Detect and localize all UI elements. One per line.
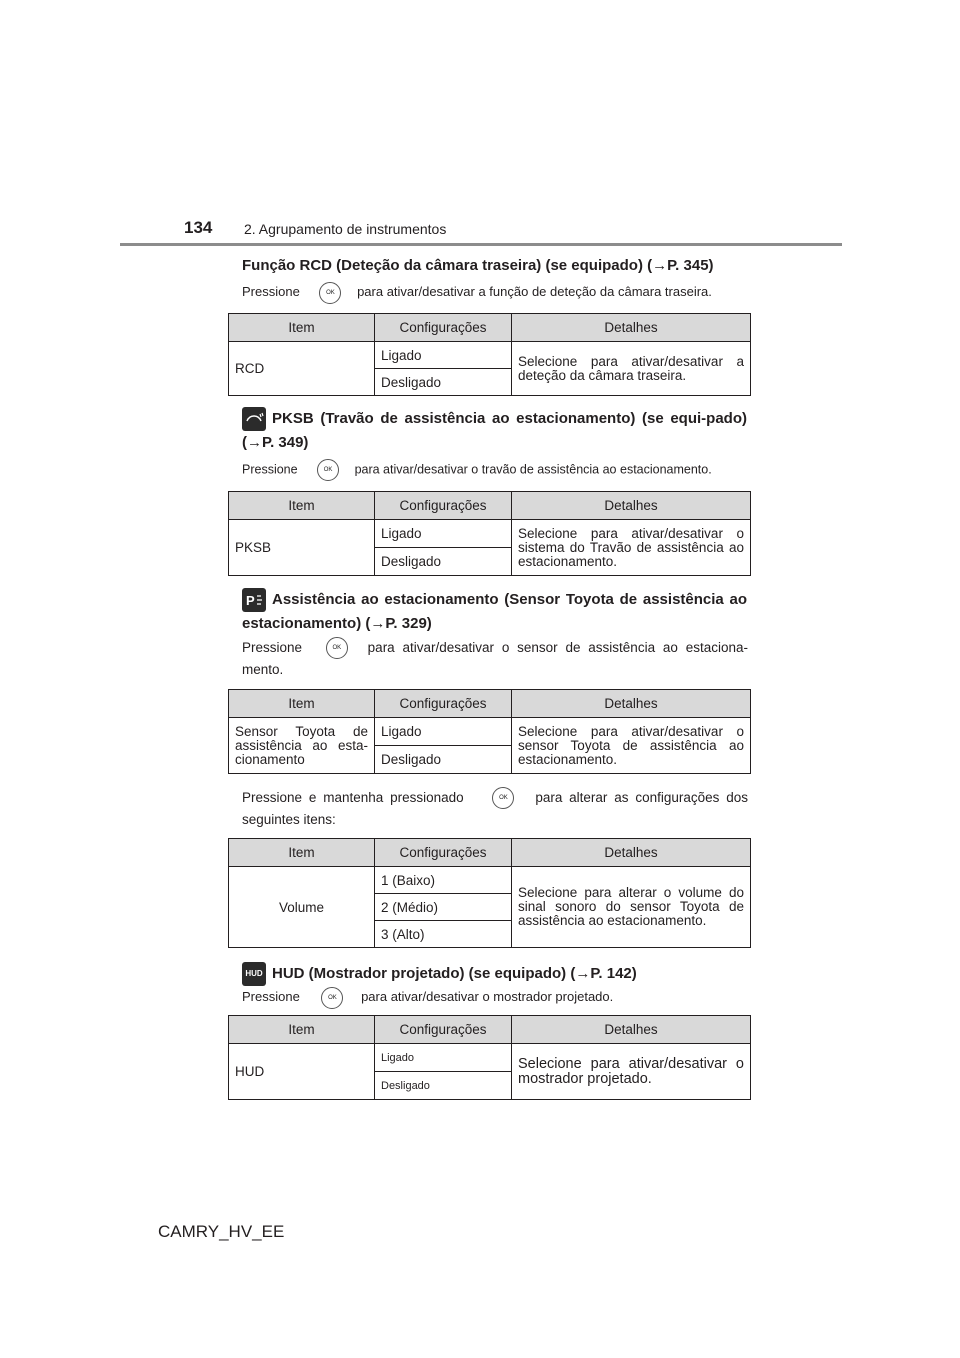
instruction-text: para alterar as configurações dos seguintes itens: — [242, 790, 748, 828]
table-header-details: Detalhes — [512, 314, 751, 342]
table-cell-setting: Desligado — [375, 746, 512, 774]
table-cell-item: Volume — [229, 867, 375, 948]
table-cell-details: Selecione para ativar/desativar o mostrador projetado. — [512, 1044, 751, 1100]
section-title-text: HUD (Mostrador projetado) (se equipado) (→P. 142) — [272, 964, 637, 982]
instruction-text: Pressione — [242, 989, 300, 1004]
section-title-text: Assistência ao estacionamento (Sensor Toyota de assistência ao estacionamento) (→P. 329) — [242, 591, 747, 633]
rcd-settings-table — [228, 313, 751, 396]
instruction-text: Pressione — [242, 462, 298, 477]
instruction-text: para ativar/desativar o travão de assistência ao estacionamento. — [354, 462, 712, 477]
table-header-settings: Configurações — [375, 314, 512, 342]
section-title-text: PKSB (Travão de assistência ao estacionamento) (se equi-pado) (→P. 349) — [242, 410, 747, 452]
section-pksb-instruction — [242, 459, 748, 481]
table-cell-setting: Desligado — [375, 548, 512, 576]
section-hud-instruction — [242, 986, 748, 1009]
table-cell-setting: 1 (Baixo) — [375, 867, 512, 894]
table-header-settings: Configurações — [375, 1016, 512, 1044]
table-cell-setting: Desligado — [375, 369, 512, 396]
table-header-item: Item — [229, 492, 375, 520]
section-hud-title — [242, 962, 637, 986]
ok-button-icon: OK — [492, 787, 514, 809]
header-divider — [120, 243, 842, 246]
table-header-item: Item — [229, 314, 375, 342]
instruction-text: Pressione — [242, 640, 303, 655]
parking-assist-sensor-icon — [242, 588, 266, 612]
table-header-details: Detalhes — [512, 492, 751, 520]
table-cell-item: RCD — [229, 342, 375, 396]
table-cell-details: Selecione para ativar/desativar a deteção da câmara traseira. — [512, 342, 751, 396]
parking-assist-settings-table — [228, 689, 751, 774]
table-header-details: Detalhes — [512, 839, 751, 867]
hud-icon: HUD — [242, 962, 266, 986]
pksb-settings-table — [228, 491, 751, 576]
table-cell-details: Selecione para ativar/desativar o sensor Toyota de assistência ao estacionamento. — [512, 718, 751, 774]
section-rcd-instruction — [242, 281, 748, 304]
section-pksb-title — [242, 407, 747, 455]
table-header-details: Detalhes — [512, 690, 751, 718]
table-cell-item: Sensor Toyota de assistência ao esta-cionamento — [229, 718, 375, 774]
section-rcd-title: Função RCD (Deteção da câmara traseira) (se equipado) (→P. 345) — [242, 257, 714, 274]
instruction-text: Pressione e mantenha pressionado — [242, 790, 464, 805]
table-cell-details: Selecione para alterar o volume do sinal sonoro do sensor Toyota de assistência ao estacionamento. — [512, 867, 751, 948]
table-cell-setting: Ligado — [375, 520, 512, 548]
instruction-text: para ativar/desativar a função de deteção da câmara traseira. — [357, 284, 712, 299]
page-number: 134 — [184, 218, 213, 237]
ok-button-icon: OK — [317, 459, 339, 481]
table-header-details: Detalhes — [512, 1016, 751, 1044]
table-header-item: Item — [229, 690, 375, 718]
instruction-text: para ativar/desativar o mostrador projetado. — [361, 989, 614, 1004]
instruction-text: para ativar/desativar o sensor de assistência ao estaciona-mento. — [242, 640, 748, 678]
table-header-item: Item — [229, 839, 375, 867]
table-header-settings: Configurações — [375, 492, 512, 520]
table-cell-setting: Ligado — [375, 342, 512, 369]
table-cell-setting: 3 (Alto) — [375, 921, 512, 948]
svg-text:P: P — [246, 593, 255, 609]
table-cell-item: PKSB — [229, 520, 375, 576]
table-header-settings: Configurações — [375, 839, 512, 867]
instruction-text: Pressione — [242, 284, 300, 299]
ok-button-icon: OK — [326, 637, 348, 659]
hud-settings-table — [228, 1015, 751, 1100]
section-parking-assist-instruction — [242, 637, 748, 680]
table-cell-setting: Ligado — [375, 718, 512, 746]
table-cell-setting: Ligado — [375, 1044, 512, 1072]
hold-instruction — [242, 787, 748, 830]
chapter-title: 2. Agrupamento de instrumentos — [244, 221, 447, 237]
volume-settings-table — [228, 838, 751, 948]
parking-support-brake-icon — [242, 407, 266, 431]
table-cell-item: HUD — [229, 1044, 375, 1100]
ok-button-icon: OK — [319, 282, 341, 304]
ok-button-icon: OK — [321, 987, 343, 1009]
section-parking-assist-title — [242, 588, 747, 636]
table-cell-setting: Desligado — [375, 1072, 512, 1100]
table-header-settings: Configurações — [375, 690, 512, 718]
table-cell-setting: 2 (Médio) — [375, 894, 512, 921]
table-header-item: Item — [229, 1016, 375, 1044]
document-code: CAMRY_HV_EE — [158, 1222, 285, 1241]
table-cell-details: Selecione para ativar/desativar o sistema do Travão de assistência ao estacionamento. — [512, 520, 751, 576]
